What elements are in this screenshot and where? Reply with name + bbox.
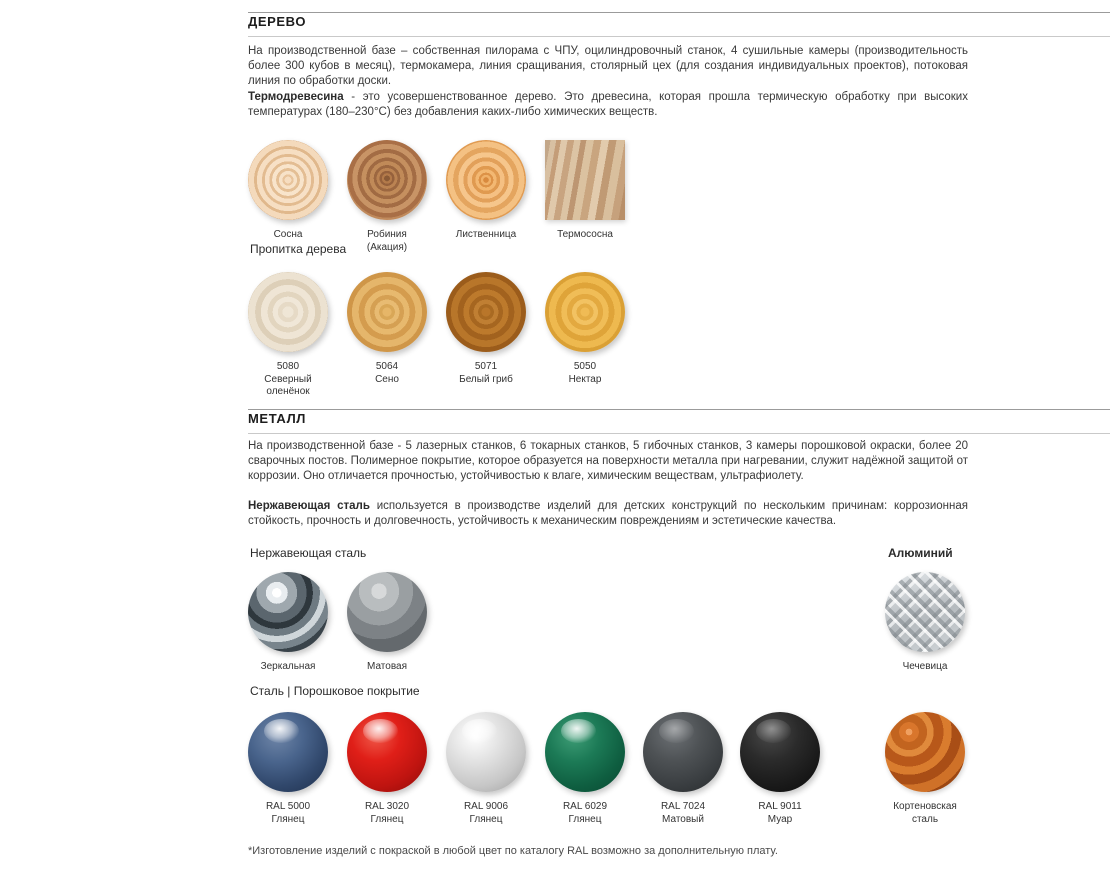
aluminium-lentil-sample [885,572,965,652]
metal-paragraph-2 [248,499,968,529]
swatch-finish: Глянец [469,813,503,825]
section-title-wood: ДЕРЕВО [248,14,307,29]
swatch-ral-7024[interactable] [643,712,723,826]
corten-steel-sample [885,712,965,792]
swatch-code: RAL 9006 [463,801,509,812]
subheading-stainless: Нержавеющая сталь [250,546,367,560]
ral-5000-sample [248,712,328,792]
wood-sosna-sample [248,140,328,220]
swatch-impregnation-5050[interactable] [545,272,625,386]
ral-6029-sample [545,712,625,792]
impregnation-5071-sample [446,272,526,352]
swatch-finish: Глянец [271,813,305,825]
section-header-metal [248,411,1068,431]
wood-paragraph-1: На производственной базе – собственная пилорама с ЧПУ, оцилиндровочный станок, 4 сушильные камеры (производительность более 300 кубов в месяц), термокамера, линия сращивания, столярный цех (для создания индивидуальных проектов), потоковая линия по обработки доски. [248,45,968,88]
swatch-wood-robinia[interactable] [347,140,427,254]
swatch-code: 5080 [276,361,300,372]
wood-paragraph-2-rest: - это усовершенствованное дерево. Это древесина, которая прошла термическую обработку при высоких температурах (180–230°С) без добавления каких-либо химических веществ. [248,91,968,119]
swatch-finish: Матовый [662,813,704,825]
impregnation-5080-sample [248,272,328,352]
metal-paragraph-2-lead: Нержавеющая сталь [248,500,370,512]
swatch-ral-3020[interactable] [347,712,427,826]
divider-metal-bottom [248,433,1110,434]
section-title-metal: МЕТАЛЛ [248,411,307,426]
swatch-code: RAL 3020 [364,801,410,812]
divider-metal-top [248,409,1110,410]
subheading-impregnation: Пропитка дерева [250,242,347,256]
swatch-label: Чечевица [902,661,948,672]
swatch-code: Кортеновская [893,801,957,812]
metal-paragraph-1: На производственной базе - 5 лазерных станков, 6 токарных станков, 5 гибочных станков, 3 камеры порошковой окраски, более 20 сварочных постов. Полимерное покрытие, которое образуется на поверхности металла при нагревании, служит надёжной защитой от коррозии. Оно отличается прочностью, устойчивостью к влаге, химическим веществам, ультрафиолету. [248,440,968,483]
swatch-finish: Муар [767,813,793,825]
swatch-impregnation-5071[interactable] [446,272,526,386]
stainless-matte-sample [347,572,427,652]
footnote-ral-custom-color: *Изготовление изделий с покраской в любой цвет по каталогу RAL возможно за дополнительную плату. [248,845,778,857]
swatch-code: RAL 6029 [562,801,608,812]
divider-wood-bottom [248,36,1110,37]
section-header-wood [248,14,1068,34]
swatch-impregnation-5080[interactable] [248,272,328,399]
wood-paragraph-2-lead: Термодревесина [248,91,344,103]
swatch-code: 5050 [573,361,597,372]
swatch-code: RAL 7024 [660,801,706,812]
swatch-impregnation-5064[interactable] [347,272,427,386]
wood-paragraph-2 [248,90,968,120]
swatch-wood-termososna[interactable] [545,140,625,242]
swatch-label: Белый гриб [459,373,513,385]
swatch-finish: Глянец [370,813,404,825]
swatch-ral-9011[interactable] [740,712,820,826]
swatch-label: Сено [375,373,399,385]
swatch-stainless-matte[interactable] [347,572,427,674]
subheading-powder-coating: Сталь | Порошковое покрытие [250,684,420,698]
swatch-ral-5000[interactable] [248,712,328,826]
swatch-wood-sosna[interactable] [248,140,328,242]
swatch-corten-steel[interactable] [885,712,965,826]
swatch-code: 5064 [375,361,399,372]
swatch-label: Лиственница [455,229,517,240]
stainless-mirror-sample [248,572,328,652]
swatch-label: Нектар [568,373,602,385]
swatch-code: RAL 9011 [758,801,802,812]
divider-wood-top [248,12,1110,13]
swatch-label: Зеркальная [260,661,316,672]
swatch-wood-listvennitsa[interactable] [446,140,526,242]
ral-9006-sample [446,712,526,792]
swatch-code: 5071 [474,361,498,372]
swatch-label: Термососна [557,229,613,240]
swatch-finish: Глянец [568,813,602,825]
impregnation-5064-sample [347,272,427,352]
wood-listvennitsa-sample [446,140,526,220]
swatch-finish: сталь [911,813,939,825]
wood-robinia-sample [347,140,427,220]
subheading-aluminium: Алюминий [888,546,953,560]
swatch-code: RAL 5000 [265,801,311,812]
ral-7024-sample [643,712,723,792]
swatch-ral-6029[interactable] [545,712,625,826]
swatch-label: Северный оленёнок [264,373,312,397]
metal-paragraph-2-rest: используется в производстве изделий для детских конструкций по нескольким причинам: коррозионная стойкость, прочность и долговечность, устойчивость к механическим повреждениям и эстетические качества. [248,500,968,528]
swatch-stainless-mirror[interactable] [248,572,328,674]
impregnation-5050-sample [545,272,625,352]
swatch-aluminium-lentil[interactable] [885,572,965,674]
swatch-label: Робиния (Акация) [366,229,408,253]
wood-termososna-sample [545,140,625,220]
ral-9011-sample [740,712,820,792]
swatch-label: Матовая [367,661,407,672]
ral-3020-sample [347,712,427,792]
swatch-label: Сосна [273,229,303,240]
swatch-ral-9006[interactable] [446,712,526,826]
